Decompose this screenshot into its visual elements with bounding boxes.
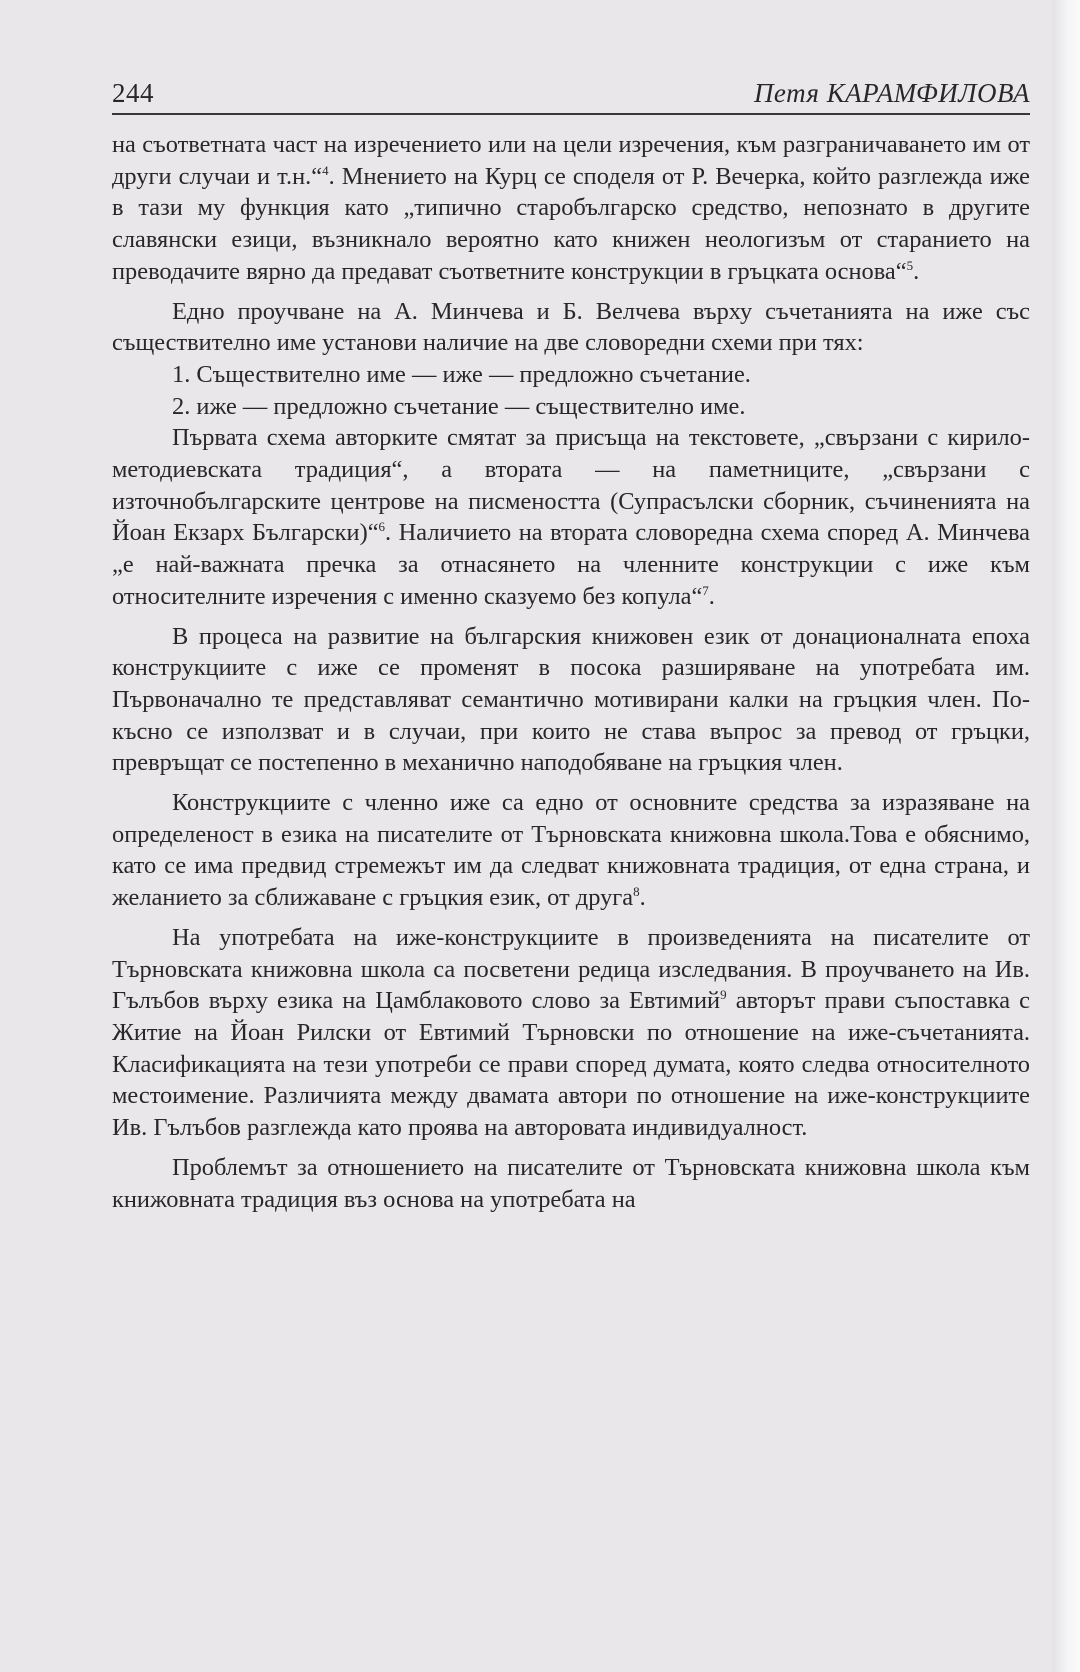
list-item-2: 2. иже — предложно съчетание — съществително име. <box>172 392 746 420</box>
footnote-ref-5: 5 <box>906 257 914 273</box>
book-page <box>112 78 1030 1215</box>
running-head <box>112 78 1030 115</box>
paragraph-7: Проблемът за отношението на писателите от Търновската книжовна школа към книжовната традиция въз основа на употребата на <box>112 1153 1030 1213</box>
paragraph-6: На употребата на иже-конструкциите в произведенията на писателите от Търновската книжовна школа са посветени редица изследвания. В проучването на Ив. Гълъбов върху езика на Цамблаковото слово за Евтимий$^9$ авторът прави съпоставка с Житие на Йоан Рилски от Евтимий Търновски по отношение на иже-съчетанията. Класификацията на тези употреби се прави според думата, която следва относителното местоимение. Различията между двамата автори по отношение на иже-конструкциите Ив. Гълъбов разглежда като проява на авторовата индивидуалност. <box>112 923 1030 1142</box>
footnote-ref-4: 4 <box>322 162 329 178</box>
page-number: 244 <box>112 78 154 108</box>
paragraph-5: Конструкциите с членно иже са едно от основните средства за изразяване на определеност в езика на писателите от Търновската книжовна школа.Това е обяснимо, като се има предвид стремежът им да следват книжовната традиция, от една страна, и желанието за сближаване с гръцкия език, от друга$^8$. <box>112 789 1030 912</box>
paragraph-4: В процеса на развитие на българския книжовен език от донационалната епоха конструкциите с иже се променят в посока разширяване на употребата им. Първоначално те представляват семантично мотивирани калки на гръцкия член. По-късно се използват и в случаи, при които не става въпрос за превод от гръцки, превръщат се постепенно в механично наподобяване на гръцкия член. <box>112 622 1030 777</box>
author-name: Петя КАРАМФИЛОВА <box>753 78 1030 108</box>
footnote-ref-8: 8 <box>633 884 640 900</box>
paragraph-3: Първата схема авторките смятат за присъща на текстовете, „свързани с кирило-методиевската традиция“, а втората — на паметниците, „свързани с източнобългарските центрове на писмеността (Супрасълски сборник, съчиненията на Йоан Екзарх Български)“$^6$. Наличието на втората словоредна схема според А. Минчева „е най-важната пречка за отнасянето на членните конструкции с иже към относителните изречения с именно сказуемо без копула“$^7$. <box>112 424 1030 610</box>
body-text <box>112 129 1030 1215</box>
page-edge-shadow <box>1052 0 1080 1672</box>
footnote-ref-7: 7 <box>702 582 709 598</box>
paragraph-1: на съответната част на изречението или на цели изречения, към разграничаването им от други случаи и т.н.“$^4$. Мнението на Курц се споделя от Р. Вечерка, който разглежда иже в тази му функция като „типично старобългарско средство, непознато в другите славянски езици, възникнало вероятно като книжен неологизъм от старанието на преводачите вярно да предават съответните конструкции в гръцката основа“$^5$. <box>112 131 1030 285</box>
footnote-ref-6: 6 <box>378 519 386 535</box>
footnote-ref-9: 9 <box>720 987 727 1003</box>
paragraph-2: Едно проучване на А. Минчева и Б. Велчева върху съчетанията на иже със съществително име установи наличие на две словоредни схеми при тях: <box>112 297 1030 357</box>
list-item-1: 1. Съществително име — иже — предложно съчетание. <box>172 360 751 388</box>
